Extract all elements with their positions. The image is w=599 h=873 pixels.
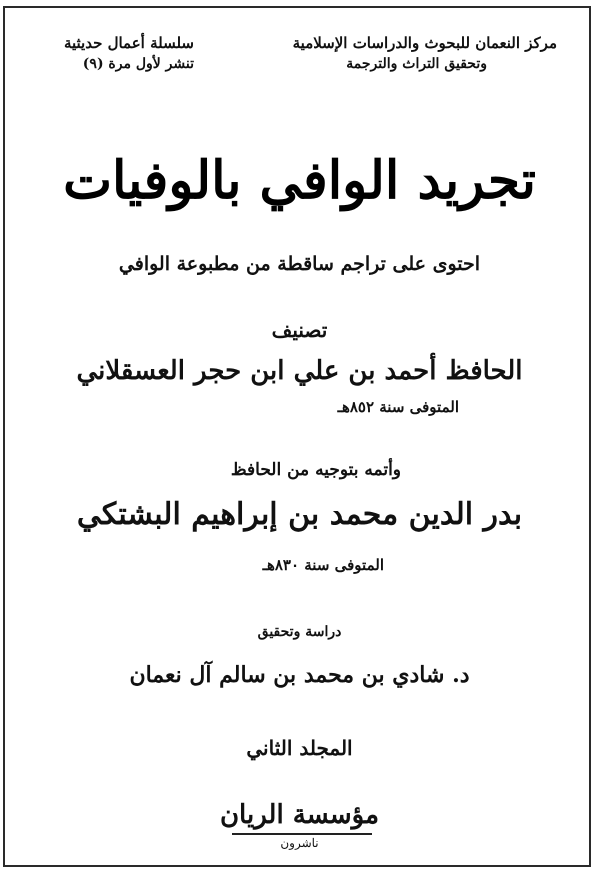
study-label: دراسة وتحقيق (257, 624, 342, 640)
completer-name: بدر الدين محمد بن إبراهيم البشتكي (76, 497, 523, 532)
book-title: تجريد الوافي بالوفيات (63, 150, 536, 211)
authorship-label: تصنيف (271, 318, 328, 342)
volume-label: المجلد الثاني (246, 736, 353, 760)
center-name-line1: مركز النعمان للبحوث والدراسات الإسلامية (292, 34, 557, 52)
book-subtitle: احتوى على تراجم ساقطة من مطبوعة الوافي (118, 253, 481, 275)
author-name: الحافظ أحمد بن علي ابن حجر العسقلاني (76, 356, 523, 386)
center-name-line2: وتحقيق التراث والترجمة (346, 56, 487, 72)
completer-death-date: المتوفى سنة ٨٣٠هـ (262, 556, 384, 574)
publisher-name: مؤسسة الريان (219, 800, 380, 830)
publisher-subtitle: ناشرون (280, 836, 319, 850)
publisher-underline (232, 833, 372, 835)
series-name: سلسلة أعمال حديثية (63, 34, 194, 52)
series-note: تنشر لأول مرة (٩) (82, 56, 194, 72)
author-death-date: المتوفى سنة ٨٥٢هـ (337, 398, 459, 416)
verifier-name: د. شادي بن محمد بن سالم آل نعمان (129, 662, 470, 688)
publisher-center-header (293, 34, 557, 72)
completion-label: وأتمه بتوجيه من الحافظ (230, 460, 401, 480)
series-header (44, 34, 194, 72)
